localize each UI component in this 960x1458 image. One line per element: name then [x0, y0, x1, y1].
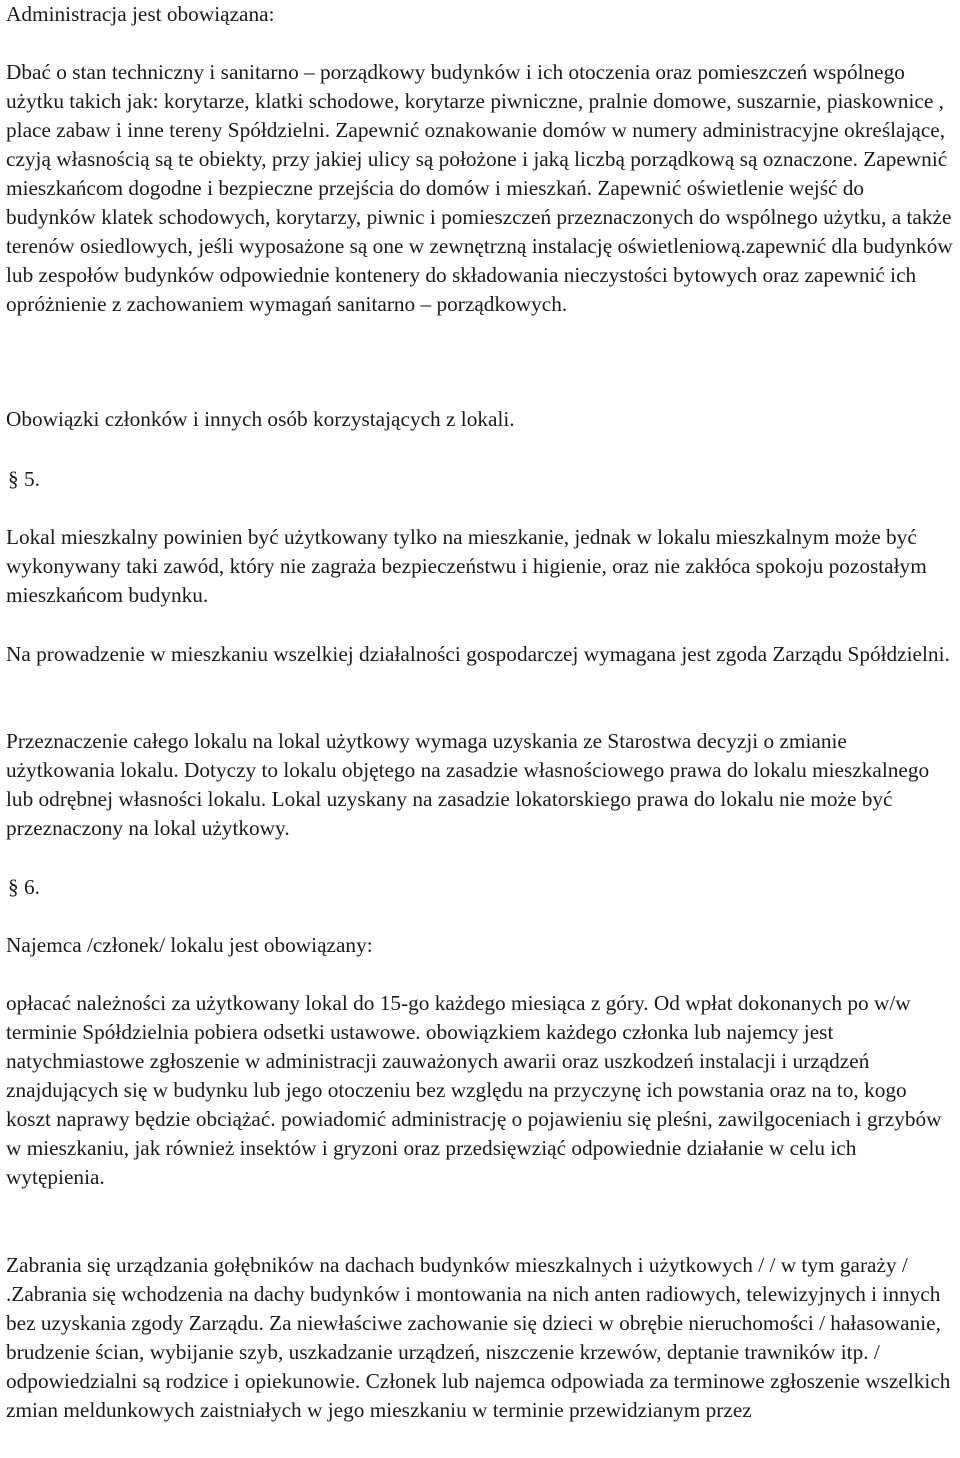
paragraph-najemca-heading: Najemca /członek/ lokalu jest obowiązany: — [6, 933, 373, 957]
section-6-marker: § 6. — [8, 875, 40, 899]
paragraph-oplaty-obowiazki: opłacać należności za użytkowany lokal do 15-go każdego miesiąca z góry. Od wpłat dokonanych po w/w terminie Spółdzielnia pobiera odsetki ustawowe. obowiązkiem każdego członka lub najemcy jest natychmiastowe zgłoszenie w administracji zauważonych awarii oraz uszkodzeń instalacji i urządzeń znajdujących się w budynku lub jego otoczeniu bez względu na przyczynę ich powstania oraz na to, kogo koszt naprawy będzie obciążać. powiadomić administrację o pojawieniu się pleśni, zawilgoceniach i grzybów w mieszkaniu, jak również insektów i gryzoni oraz przedsięwziąć odpowiednie działanie w celu ich wytępienia. — [6, 991, 942, 1189]
paragraph-lokal-uzytkowy: Przeznaczenie całego lokalu na lokal użytkowy wymaga uzyskania ze Starostwa decyzji o zmianie użytkowania lokalu. Dotyczy to lokalu objętego na zasadzie własnościowego prawa do lokalu mieszkalnego lub odrębnej własności lokalu. Lokal uzyskany na zasadzie lokatorskiego prawa do lokalu nie może być przeznaczony na lokal użytkowy. — [6, 729, 930, 840]
paragraph-zakazy: Zabrania się urządzania gołębników na dachach budynków mieszkalnych i użytkowych / / w tym garaży / .Zabrania się wchodzenia na dachy budynków i montowania na nich anten radiowych, telewizyjnych i innych bez uzyskania zgody Zarządu. Za niewłaściwe zachowanie się dzieci w obrębie nieruchomości / hałasowanie, brudzenie ścian, wybijanie szyb, uszkadzanie urządzeń, niszczenie krzewów, deptanie trawników itp. / odpowiedzialni są rodzice i opiekunowie. Członek lub najemca odpowiada za terminowe zgłoszenie wszelkich zmian meldunkowych zaistniałych w jego mieszkaniu w terminie przewidzianym przez — [6, 1253, 951, 1422]
section-5-marker: § 5. — [8, 467, 40, 491]
paragraph-administration-duties: Dbać o stan techniczny i sanitarno – porządkowy budynków i ich otoczenia oraz pomieszczeń wspólnego użytku takich jak: korytarze, klatki schodowe, korytarze piwniczne, pralnie domowe, suszarnie, piaskownice , place zabaw i inne tereny Spółdzielni. Zapewnić oznakowanie domów w numery administracyjne określające, czyją własnością są te obiekty, przy jakiej ulicy są położone i jaką liczbą porządkową są oznaczone. Zapewnić mieszkańcom dogodne i bezpieczne przejścia do domów i mieszkań. Zapewnić oświetlenie wejść do budynków klatek schodowych, korytarzy, piwnic i pomieszczeń przeznaczonych do wspólnego użytku, a także terenów osiedlowych, jeśli wyposażone są one w zewnętrzną instalację oświetleniową.zapewnić dla budynków lub zespołów budynków odpowiednie kontenery do składowania nieczystości bytowych oraz zapewnić ich opróżnienie z zachowaniem wymagań sanitarno – porządkowych. — [6, 60, 953, 316]
paragraph-dzialalnosc-gospodarcza: Na prowadzenie w mieszkaniu wszelkiej działalności gospodarczej wymagana jest zgoda Zarządu Spółdzielni. — [6, 642, 950, 666]
paragraph-lokal-mieszkalny: Lokal mieszkalny powinien być użytkowany tylko na mieszkanie, jednak w lokalu mieszkalnym może być wykonywany taki zawód, który nie zagraża bezpieczeństwu i higienie, oraz nie zakłóca spokoju pozostałym mieszkańcom budynku. — [6, 525, 927, 607]
heading-administracja: Administracja jest obowiązana: — [6, 2, 275, 26]
section-title-obowiazki: Obowiązki członków i innych osób korzystających z lokali. — [6, 407, 515, 431]
